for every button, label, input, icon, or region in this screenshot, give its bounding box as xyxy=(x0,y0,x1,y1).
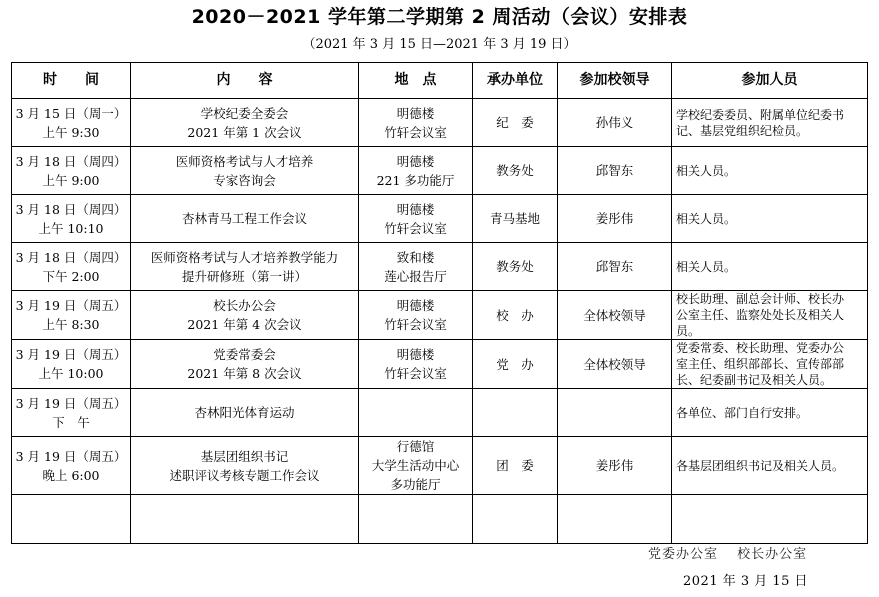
location-cell-line: 大学生活动中心 xyxy=(371,458,460,473)
location-cell xyxy=(359,99,473,147)
time-cell-line: 下 午 xyxy=(52,414,90,430)
header-content: 内 容 xyxy=(131,63,359,99)
participants-cell xyxy=(672,437,868,495)
participants-cell-line: 长、纪委副书记及相关人员。 xyxy=(676,373,833,387)
content-cell-line: 专家咨询会 xyxy=(213,172,276,188)
organizer-cell-line: 教务处 xyxy=(496,163,534,178)
time-cell-line: 3 月 18 日（周四） xyxy=(15,153,127,169)
leader-cell-line: 姜彤伟 xyxy=(595,458,634,473)
participants-cell-line: 员。 xyxy=(676,324,701,338)
organizer-cell xyxy=(473,147,558,195)
organizer-cell-line: 校 办 xyxy=(496,307,534,323)
table-row xyxy=(12,147,868,195)
time-cell-line: 3 月 19 日（周五） xyxy=(15,298,127,313)
time-cell-line: 3 月 15 日（周一） xyxy=(15,105,127,121)
time-cell xyxy=(12,147,131,195)
issuing-offices: 党委办公室 校长办公室 xyxy=(648,547,808,562)
content-cell-line: 校长办公会 xyxy=(213,298,276,313)
time-cell xyxy=(12,340,131,389)
leader-cell xyxy=(558,340,672,389)
table-row xyxy=(12,243,868,291)
leader-cell-line: 邱智东 xyxy=(595,259,634,274)
content-cell xyxy=(131,243,359,291)
time-cell-line: 下午 2:00 xyxy=(42,268,100,284)
content-cell-line: 2021 年第 4 次会议 xyxy=(187,317,302,332)
location-cell-line: 明德楼 xyxy=(396,201,435,217)
leader-cell-line: 姜彤伟 xyxy=(595,211,634,226)
content-cell-line: 医师资格考试与人才培养教学能力 xyxy=(150,249,339,265)
content-cell-line: 述职评议考核专题工作会议 xyxy=(169,467,320,483)
location-cell xyxy=(359,389,473,437)
page-title: 2020－2021 学年第二学期第 2 周活动（会议）安排表 xyxy=(191,6,688,28)
location-cell xyxy=(359,243,473,291)
content-cell xyxy=(131,437,359,495)
location-cell-line: 竹轩会议室 xyxy=(384,124,447,140)
location-cell-line: 致和楼 xyxy=(396,249,435,265)
participants-cell xyxy=(672,291,868,340)
organizer-cell-line: 纪 委 xyxy=(496,115,534,130)
location-cell-line: 竹轩会议室 xyxy=(384,220,447,236)
time-cell xyxy=(12,291,131,340)
participants-cell-line: 各单位、部门自行安排。 xyxy=(676,405,809,420)
organizer-cell xyxy=(473,99,558,147)
header-row xyxy=(12,63,868,99)
participants-cell xyxy=(672,340,868,389)
location-cell-line: 行德馆 xyxy=(396,439,435,454)
table-row xyxy=(12,195,868,243)
organizer-cell-line: 青马基地 xyxy=(489,211,540,226)
participants-cell xyxy=(672,243,868,291)
leader-cell-line: 全体校领导 xyxy=(583,307,646,323)
location-cell xyxy=(359,340,473,389)
organizer-cell xyxy=(473,243,558,291)
leader-cell xyxy=(558,291,672,340)
leader-cell xyxy=(558,389,672,437)
empty-cell xyxy=(12,495,131,544)
content-cell-line: 学校纪委全委会 xyxy=(200,105,289,121)
table-row xyxy=(12,437,868,495)
issue-date: 2021 年 3 月 15 日 xyxy=(683,574,809,589)
leader-cell-line: 全体校领导 xyxy=(583,356,646,372)
leader-cell xyxy=(558,99,672,147)
table-row xyxy=(12,389,868,437)
location-cell-line: 多功能厅 xyxy=(390,477,441,492)
empty-cell xyxy=(473,495,558,544)
participants-cell xyxy=(672,195,868,243)
leader-cell xyxy=(558,147,672,195)
content-cell-line: 提升研修班（第一讲） xyxy=(181,268,307,284)
time-cell-line: 3 月 18 日（周四） xyxy=(15,249,127,265)
time-cell-line: 上午 10:00 xyxy=(38,366,104,381)
time-cell xyxy=(12,99,131,147)
participants-cell xyxy=(672,147,868,195)
leader-cell-line: 孙伟义 xyxy=(595,115,634,130)
header-leader: 参加校领导 xyxy=(558,63,672,99)
participants-cell xyxy=(672,99,868,147)
content-cell-line: 杏林青马工程工作会议 xyxy=(181,211,307,226)
organizer-cell-line: 团 委 xyxy=(496,458,534,473)
location-cell-line: 明德楼 xyxy=(396,105,435,121)
participants-cell-line: 相关人员。 xyxy=(676,211,737,226)
empty-cell xyxy=(558,495,672,544)
participants-cell-line: 记、基层党组织纪检员。 xyxy=(676,123,809,138)
content-cell xyxy=(131,340,359,389)
leader-cell xyxy=(558,437,672,495)
location-cell xyxy=(359,195,473,243)
empty-cell xyxy=(359,495,473,544)
empty-row xyxy=(12,495,868,544)
leader-cell-line: 邱智东 xyxy=(595,163,634,178)
header-organizer: 承办单位 xyxy=(473,63,558,99)
table-row xyxy=(12,99,868,147)
location-cell-line: 莲心报告厅 xyxy=(384,268,447,284)
content-cell-line: 医师资格考试与人才培养 xyxy=(175,153,314,169)
content-cell-line: 2021 年第 1 次会议 xyxy=(187,124,302,140)
participants-cell-line: 学校纪委委员、附属单位纪委书 xyxy=(676,107,845,122)
time-cell-line: 3 月 19 日（周五） xyxy=(15,448,127,464)
participants-cell-line: 室主任、组织部部长、宣传部部 xyxy=(676,357,845,371)
participants-cell-line: 相关人员。 xyxy=(676,163,737,178)
time-cell-line: 上午 10:10 xyxy=(38,220,104,236)
organizer-cell xyxy=(473,340,558,389)
time-cell-line: 上午 9:30 xyxy=(42,124,100,140)
location-cell-line: 明德楼 xyxy=(396,347,435,362)
content-cell xyxy=(131,99,359,147)
empty-cell xyxy=(672,495,868,544)
header-location: 地 点 xyxy=(359,63,473,99)
content-cell-line: 党委常委会 xyxy=(213,347,276,362)
date-range-subtitle: （2021 年 3 月 15 日—2021 年 3 月 19 日） xyxy=(302,37,577,52)
location-cell xyxy=(359,437,473,495)
content-cell xyxy=(131,389,359,437)
location-cell xyxy=(359,147,473,195)
organizer-cell-line: 教务处 xyxy=(496,259,534,274)
content-cell-line: 2021 年第 8 次会议 xyxy=(187,366,302,381)
content-cell xyxy=(131,291,359,340)
header-participants: 参加人员 xyxy=(672,63,868,99)
time-cell xyxy=(12,389,131,437)
location-cell xyxy=(359,291,473,340)
participants-cell xyxy=(672,389,868,437)
time-cell xyxy=(12,437,131,495)
table-row xyxy=(12,340,868,389)
organizer-cell xyxy=(473,389,558,437)
participants-cell-line: 公室主任、监察处处长及相关人 xyxy=(676,308,845,322)
time-cell-line: 3 月 19 日（周五） xyxy=(15,395,127,411)
location-cell-line: 明德楼 xyxy=(396,298,435,313)
time-cell xyxy=(12,243,131,291)
header-time: 时 间 xyxy=(12,63,131,99)
organizer-cell xyxy=(473,437,558,495)
content-cell xyxy=(131,147,359,195)
participants-cell-line: 党委常委、校长助理、党委办公 xyxy=(676,341,845,355)
organizer-cell xyxy=(473,195,558,243)
participants-cell-line: 校长助理、副总会计师、校长办 xyxy=(676,292,845,306)
content-cell-line: 杏林阳光体育运动 xyxy=(194,405,295,420)
organizer-cell-line: 党 办 xyxy=(496,356,534,372)
time-cell xyxy=(12,195,131,243)
leader-cell xyxy=(558,243,672,291)
time-cell-line: 上午 8:30 xyxy=(42,317,100,332)
schedule-table xyxy=(11,62,868,544)
time-cell-line: 3 月 18 日（周四） xyxy=(15,201,127,217)
participants-cell-line: 相关人员。 xyxy=(676,259,737,274)
participants-cell-line: 各基层团组织书记及相关人员。 xyxy=(676,458,845,473)
leader-cell xyxy=(558,195,672,243)
table-row xyxy=(12,291,868,340)
time-cell-line: 晚上 6:00 xyxy=(42,467,100,483)
location-cell-line: 221 多功能厅 xyxy=(376,172,455,188)
content-cell-line: 基层团组织书记 xyxy=(200,448,289,464)
location-cell-line: 竹轩会议室 xyxy=(384,317,447,332)
location-cell-line: 竹轩会议室 xyxy=(384,366,447,381)
organizer-cell xyxy=(473,291,558,340)
location-cell-line: 明德楼 xyxy=(396,153,435,169)
empty-cell xyxy=(131,495,359,544)
time-cell-line: 上午 9:00 xyxy=(42,172,100,188)
content-cell xyxy=(131,195,359,243)
time-cell-line: 3 月 19 日（周五） xyxy=(15,347,127,362)
